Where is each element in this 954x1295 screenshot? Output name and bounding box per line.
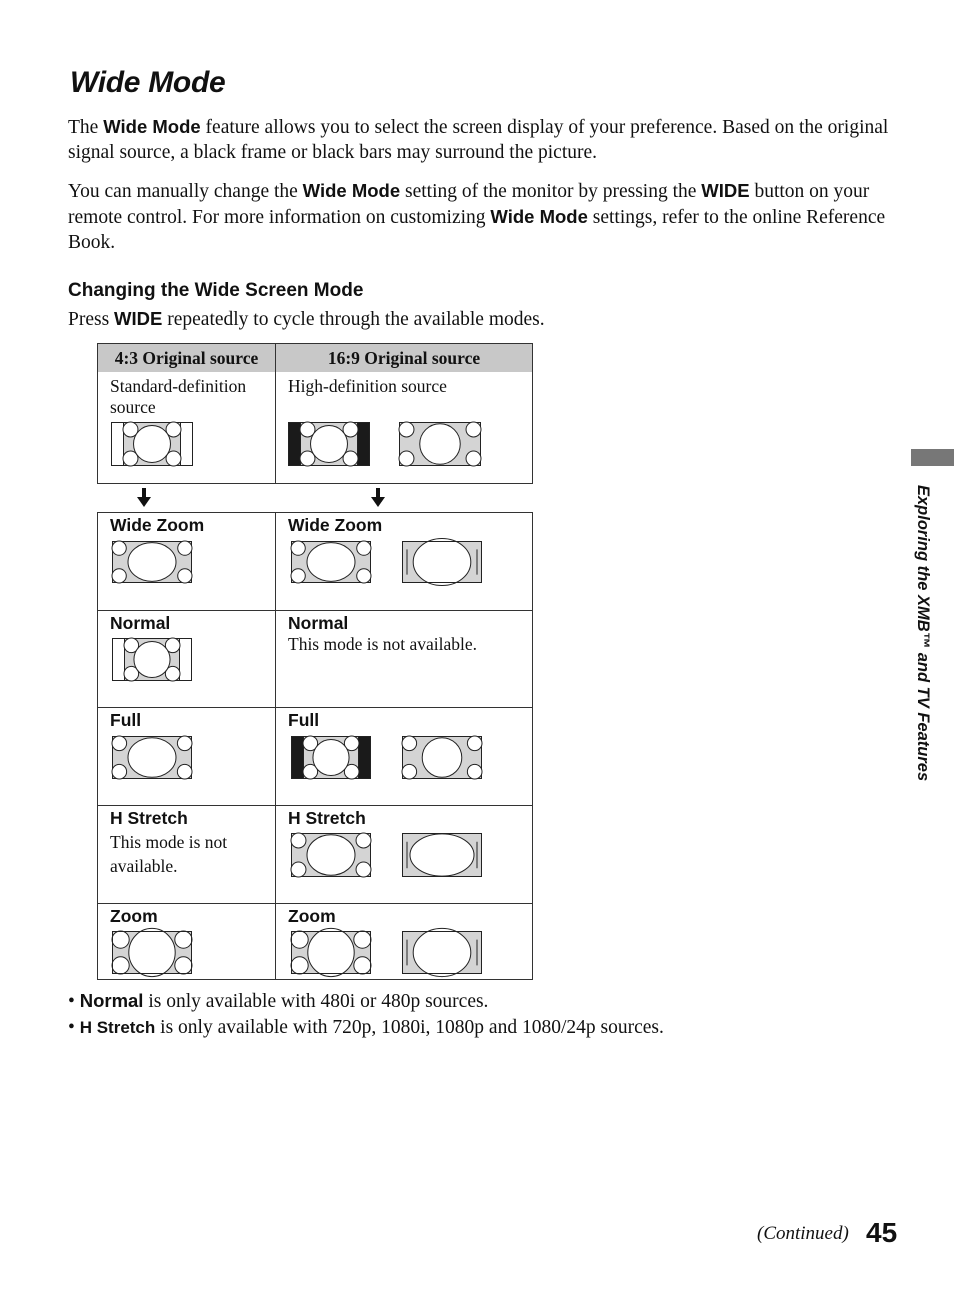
screen-mode-diagram-icon — [291, 833, 371, 877]
mode-note-16-9: This mode is not available. — [288, 634, 478, 654]
note-item: • H Stretch is only available with 720p, 1080i, 1080p and 1080/24p sources. — [68, 1017, 664, 1038]
mode-label-16-9: Full — [288, 710, 320, 730]
arrow-down-icon — [137, 488, 151, 508]
note-item: • Normal is only available with 480i or 480p sources. — [68, 990, 489, 1012]
row-divider — [98, 903, 532, 904]
column-divider — [275, 344, 276, 483]
continued-note: (Continued) — [757, 1223, 849, 1244]
mode-label-4-3: Normal — [110, 613, 171, 633]
screen-mode-diagram-icon — [399, 422, 481, 466]
mode-label-4-3: Wide Zoom — [110, 515, 205, 535]
intro-paragraph-1: The Wide Mode feature allows you to select the screen display of your preference. Based on the original signal source, a black frame or black bars may surround the picture. — [68, 116, 889, 163]
source-table — [97, 343, 533, 484]
screen-mode-diagram-icon — [291, 931, 371, 974]
mode-note-4-3: This mode is not available. — [110, 832, 228, 876]
row-divider — [98, 707, 532, 708]
screen-mode-diagram-icon — [402, 736, 482, 779]
mode-label-16-9: Zoom — [288, 906, 336, 926]
intro-paragraph-2: You can manually change the Wide Mode setting of the monitor by pressing the WIDE button on your remote control. For more information on customizing Wide Mode settings, refer to the online Reference Book. — [68, 180, 886, 253]
screen-mode-diagram-icon — [288, 422, 370, 466]
mode-label-16-9: Normal — [288, 613, 349, 633]
column-header-16-9: 16:9 Original source — [276, 344, 532, 372]
notes-list — [68, 988, 664, 1041]
mode-label-4-3: Full — [110, 710, 142, 730]
column-header-4-3: 4:3 Original source — [98, 344, 275, 372]
column-divider — [275, 513, 276, 979]
section-tab-marker — [911, 449, 954, 466]
page-number: 45 — [866, 1217, 898, 1248]
screen-mode-diagram-icon — [402, 931, 482, 974]
screen-mode-diagram-icon — [402, 541, 482, 583]
mode-label-16-9: H Stretch — [288, 808, 366, 828]
mode-label-4-3: H Stretch — [110, 808, 188, 828]
screen-mode-diagram-icon — [111, 422, 193, 466]
screen-mode-diagram-icon — [112, 931, 192, 974]
row-divider — [98, 805, 532, 806]
row-divider — [98, 610, 532, 611]
screen-mode-diagram-icon — [112, 541, 192, 583]
page-title: Wide Mode — [70, 66, 226, 99]
modes-table — [97, 512, 533, 980]
side-section-label: Exploring the XMB™ and TV Features — [914, 485, 932, 782]
section-heading: Changing the Wide Screen Mode — [68, 280, 364, 301]
mode-label-16-9: Wide Zoom — [288, 515, 383, 535]
arrow-down-icon — [371, 488, 385, 508]
press-instruction: Press WIDE repeatedly to cycle through the available modes. — [68, 308, 545, 330]
screen-mode-diagram-icon — [402, 833, 482, 877]
source-4-3-text: Standard-definition source — [110, 376, 247, 417]
screen-mode-diagram-icon — [112, 736, 192, 779]
source-16-9-text: High-definition source — [288, 376, 447, 396]
screen-mode-diagram-icon — [291, 736, 371, 779]
screen-mode-diagram-icon — [112, 638, 192, 681]
screen-mode-diagram-icon — [291, 541, 371, 583]
mode-label-4-3: Zoom — [110, 906, 158, 926]
